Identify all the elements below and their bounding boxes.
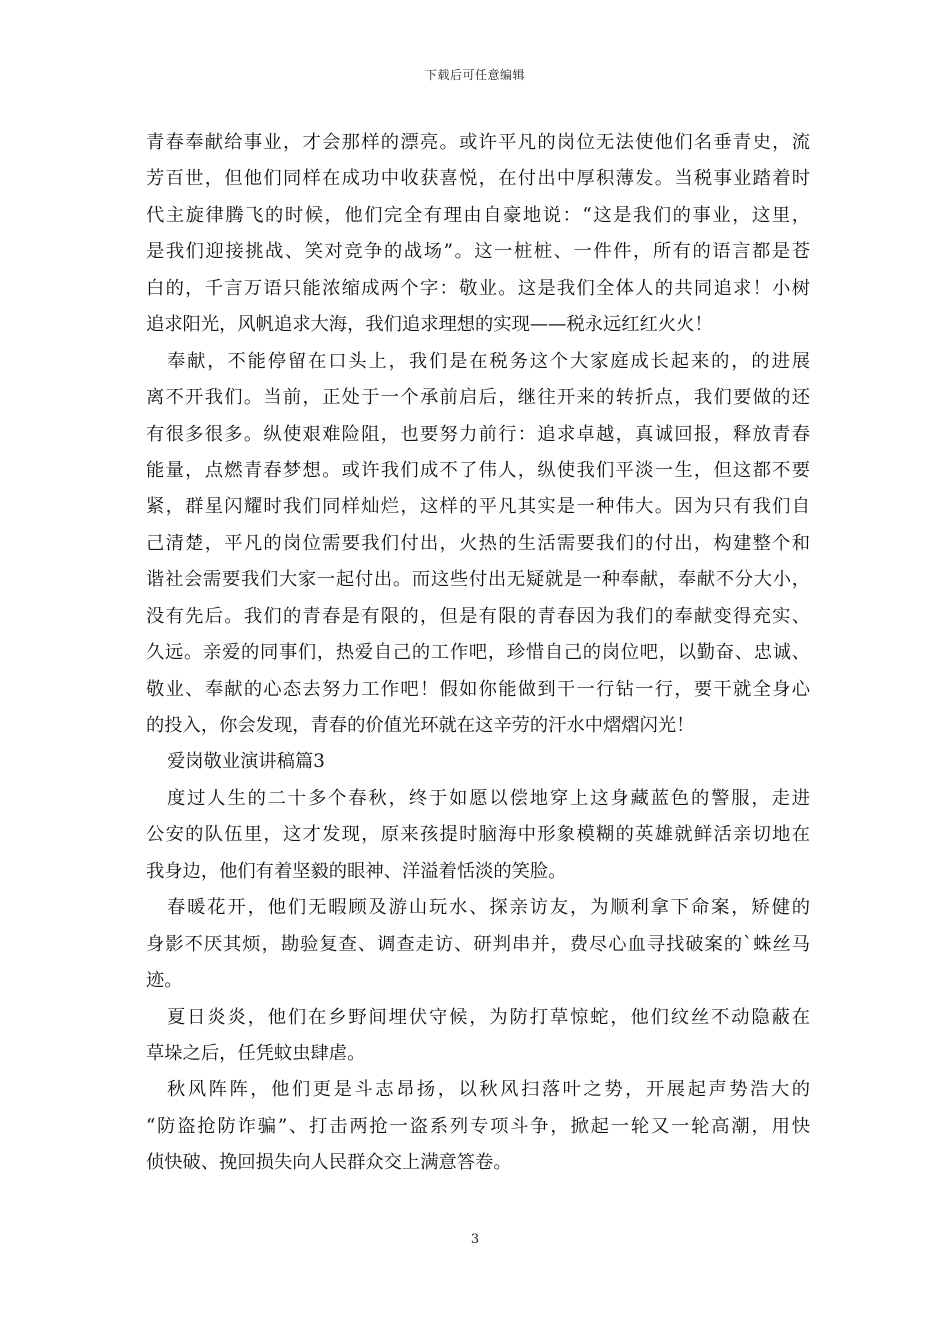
text-line: 久远。亲爱的同事们，热爱自己的工作吧，珍惜自己的岗位吧，以勤奋、忠诚、 — [146, 642, 810, 664]
text-line: 公安的队伍里，这才发现，原来孩提时脑海中形象模糊的英雄就鲜活亲切地在 — [146, 824, 810, 846]
text-line: 爱岗敬业演讲稿篇3 — [167, 751, 325, 773]
text-line: 己清楚，平凡的岗位需要我们付出，火热的生活需要我们的付出，构建整个和 — [146, 532, 810, 554]
text-line: 度过人生的二十多个春秋，终于如愿以偿地穿上这身藏蓝色的警服，走进 — [167, 787, 810, 809]
text-line: 能量，点燃青春梦想。或许我们成不了伟人，纵使我们平淡一生，但这都不要 — [146, 459, 810, 481]
text-line: 没有先后。我们的青春是有限的，但是有限的青春因为我们的奉献变得充实、 — [146, 605, 810, 627]
text-line: 身影不厌其烦，勘验复查、调查走访、研判串并，费尽心血寻找破案的`蛛丝马 — [146, 933, 810, 955]
text-line: 有很多很多。纵使艰难险阻，也要努力前行：追求卓越，真诚回报，释放青春 — [146, 423, 810, 445]
text-line: 秋风阵阵，他们更是斗志昂扬，以秋风扫落叶之势，开展起声势浩大的 — [167, 1079, 810, 1101]
text-line: 白的，千言万语只能浓缩成两个字：敬业。这是我们全体人的共同追求！小树 — [146, 277, 810, 299]
page-number: 3 — [470, 1232, 480, 1247]
text-line: 的投入，你会发现，青春的价值光环就在这辛劳的汗水中熠熠闪光！ — [146, 715, 695, 736]
text-line: 是我们迎接挑战、笑对竞争的战场”。这一桩桩、一件件，所有的语言都是苍 — [146, 241, 810, 263]
text-line: 奉献，不能停留在口头上，我们是在税务这个大家庭成长起来的，的进展 — [167, 350, 810, 372]
text-line: 敬业、奉献的心态去努力工作吧！假如你能做到干一行钻一行，要干就全身心 — [146, 678, 810, 700]
page-header: 下载后可任意编辑 — [424, 68, 525, 82]
text-line: 离不开我们。当前，正处于一个承前启后，继往开来的转折点，我们要做的还 — [146, 387, 810, 409]
text-line: 草垛之后，任凭蚊虫肆虐。 — [146, 1042, 366, 1064]
text-line: 侦快破、挽回损失向人民群众交上满意答卷。 — [146, 1152, 512, 1174]
text-line: 迹。 — [146, 970, 183, 992]
text-line: 我身边，他们有着坚毅的眼神、洋溢着恬淡的笑脸。 — [146, 860, 567, 882]
text-line: “防盗抢防诈骗”、打击两抢一盗系列专项斗争，掀起一轮又一轮高潮，用快 — [146, 1115, 810, 1137]
text-line: 夏日炎炎，他们在乡野间埋伏守候，为防打草惊蛇，他们纹丝不动隐蔽在 — [167, 1006, 810, 1028]
text-line: 青春奉献给事业，才会那样的漂亮。或许平凡的岗位无法使他们名垂青史，流 — [146, 132, 810, 153]
document-body — [146, 125, 810, 1182]
text-line: 春暖花开，他们无暇顾及游山玩水、探亲访友，为顺利拿下命案，矫健的 — [167, 897, 810, 919]
text-line: 芳百世，但他们同样在成功中收获喜悦，在付出中厚积薄发。当税事业踏着时 — [146, 168, 810, 190]
text-line: 紧，群星闪耀时我们同样灿烂，这样的平凡其实是一种伟大。因为只有我们自 — [146, 496, 810, 518]
text-line: 追求阳光，风帆追求大海，我们追求理想的实现——税永远红红火火！ — [146, 314, 713, 336]
text-line: 代主旋律腾飞的时候，他们完全有理由自豪地说：“这是我们的事业，这里， — [146, 204, 810, 226]
text-line: 谐社会需要我们大家一起付出。而这些付出无疑就是一种奉献，奉献不分大小， — [146, 569, 810, 591]
